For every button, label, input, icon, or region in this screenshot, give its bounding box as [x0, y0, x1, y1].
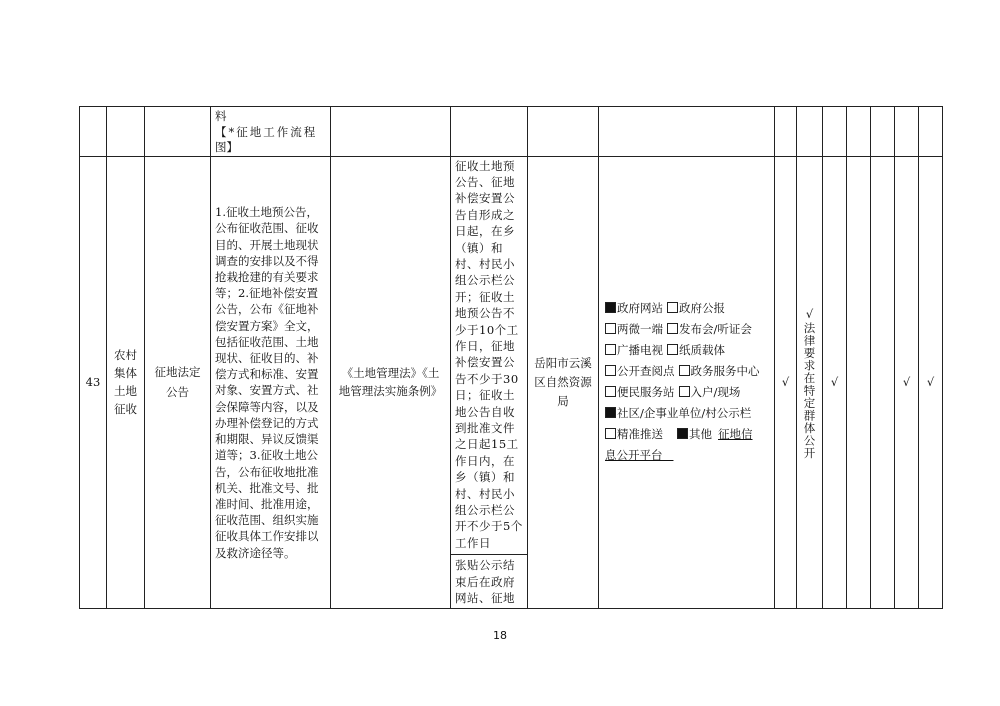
checkbox-empty-icon[interactable]	[667, 344, 678, 355]
content-cell: 1.征收土地预公告，公布征收范围、征收目的、开展土地现状调查的安排以及不得抢栽抢建的有关要求等；2.征地补偿安置公告，公布《征地补偿安置方案》全文，包括征收范围、土地现状、征收目的、补偿方式和标准、安置对象、安置方式、社会保障等内容，以及办理补偿登记的方式和期限、异议反馈渠道等；3.征收土地公告，公布征收地批准机关、批准文号、批准时间、批准用途，征收范围、组织实施征收具体工作安排以及救济途径等。	[211, 156, 331, 609]
checkbox-empty-icon[interactable]	[679, 365, 690, 376]
channel-option[interactable]	[677, 427, 712, 441]
channel-line	[605, 340, 768, 361]
category-cell: 农村集体土地征收	[107, 156, 145, 609]
content-continuation: 料 【*征地工作流程 图】	[211, 107, 331, 157]
channel-label: 入户/现场	[690, 385, 741, 400]
subject-cell: 岳阳市云溪区自然资源局	[528, 156, 599, 609]
check-cell-2: √	[823, 156, 847, 609]
scope-text: 法律要求在特定群体公开	[802, 321, 817, 460]
checkbox-checked-icon[interactable]	[677, 428, 688, 439]
table-row	[80, 156, 943, 609]
other-channel-text-cont: 息公开平台	[605, 448, 674, 463]
checkbox-empty-icon[interactable]	[605, 386, 616, 397]
channel-label: 纸质载体	[679, 343, 725, 358]
check-cell-3: √	[895, 156, 919, 609]
time-limit-main: 征收土地预公告、征地补偿安置公告自形成之日起，在乡（镇）和村、村民小组公示栏公开；征收土地预公告不少于10个工作日，征地补偿安置公告不少于30日；征收土地公告自收到批准文件之日起15工作日内，在乡（镇）和村、村民小组公示栏公开不少于5个工作日	[451, 157, 527, 556]
channels-cell	[599, 156, 775, 609]
channel-option[interactable]	[679, 385, 741, 399]
channel-line	[605, 403, 768, 424]
channel-option[interactable]	[605, 427, 663, 441]
checkbox-empty-icon[interactable]	[605, 365, 616, 376]
channel-label: 社区/企事业单位/村公示栏	[617, 406, 752, 421]
channel-line	[605, 298, 768, 319]
channel-option[interactable]	[667, 301, 725, 315]
scope-cell: √ 法律要求在特定群体公开	[797, 156, 823, 609]
channel-label: 政务服务中心	[690, 364, 760, 379]
channel-line	[605, 382, 768, 403]
channel-option[interactable]	[605, 301, 663, 315]
channel-line	[605, 319, 768, 340]
channel-option[interactable]	[605, 343, 663, 357]
time-limit-cell	[451, 156, 528, 609]
checkbox-empty-icon[interactable]	[667, 323, 678, 334]
channel-label: 其他	[689, 427, 712, 442]
empty-cell-1	[847, 156, 871, 609]
channel-label: 精准推送	[617, 427, 663, 442]
channel-label: 政府网站	[617, 301, 663, 316]
checkbox-empty-icon[interactable]	[667, 302, 678, 313]
channel-option[interactable]	[605, 322, 663, 336]
disclosure-table	[79, 106, 943, 609]
channel-option[interactable]	[605, 385, 675, 399]
channel-list	[599, 298, 774, 466]
page-number: 18	[493, 629, 507, 642]
channel-label: 政府公报	[679, 301, 725, 316]
row-number: 43	[80, 156, 107, 609]
checkbox-empty-icon[interactable]	[605, 344, 616, 355]
channel-label: 广播电视	[617, 343, 663, 358]
channel-label: 发布会/听证会	[679, 322, 752, 337]
check-cell-1: √	[775, 156, 797, 609]
channel-option[interactable]	[605, 364, 675, 378]
other-channel-text: 征地信	[718, 427, 753, 442]
basis-cell: 《土地管理法》《土地管理法实施条例》	[331, 156, 451, 609]
channel-option[interactable]	[667, 343, 725, 357]
item-cell: 征地法定公告	[145, 156, 211, 609]
checkbox-empty-icon[interactable]	[605, 323, 616, 334]
checkbox-empty-icon[interactable]	[605, 428, 616, 439]
channel-option[interactable]	[679, 364, 760, 378]
channel-option[interactable]	[667, 322, 752, 336]
continuation-row	[80, 107, 943, 157]
channel-label: 便民服务站	[617, 385, 675, 400]
channel-line	[605, 424, 768, 445]
checkbox-empty-icon[interactable]	[679, 386, 690, 397]
channel-line	[605, 361, 768, 382]
checkbox-checked-icon[interactable]	[605, 407, 616, 418]
channel-label: 公开查阅点	[617, 364, 675, 379]
time-limit-extra: 张贴公示结束后在政府网站、征地	[455, 558, 515, 606]
check-cell-4: √	[919, 156, 943, 609]
channel-label: 两微一端	[617, 322, 663, 337]
checkbox-checked-icon[interactable]	[605, 302, 616, 313]
empty-cell-2	[871, 156, 895, 609]
channel-option[interactable]	[605, 406, 751, 420]
